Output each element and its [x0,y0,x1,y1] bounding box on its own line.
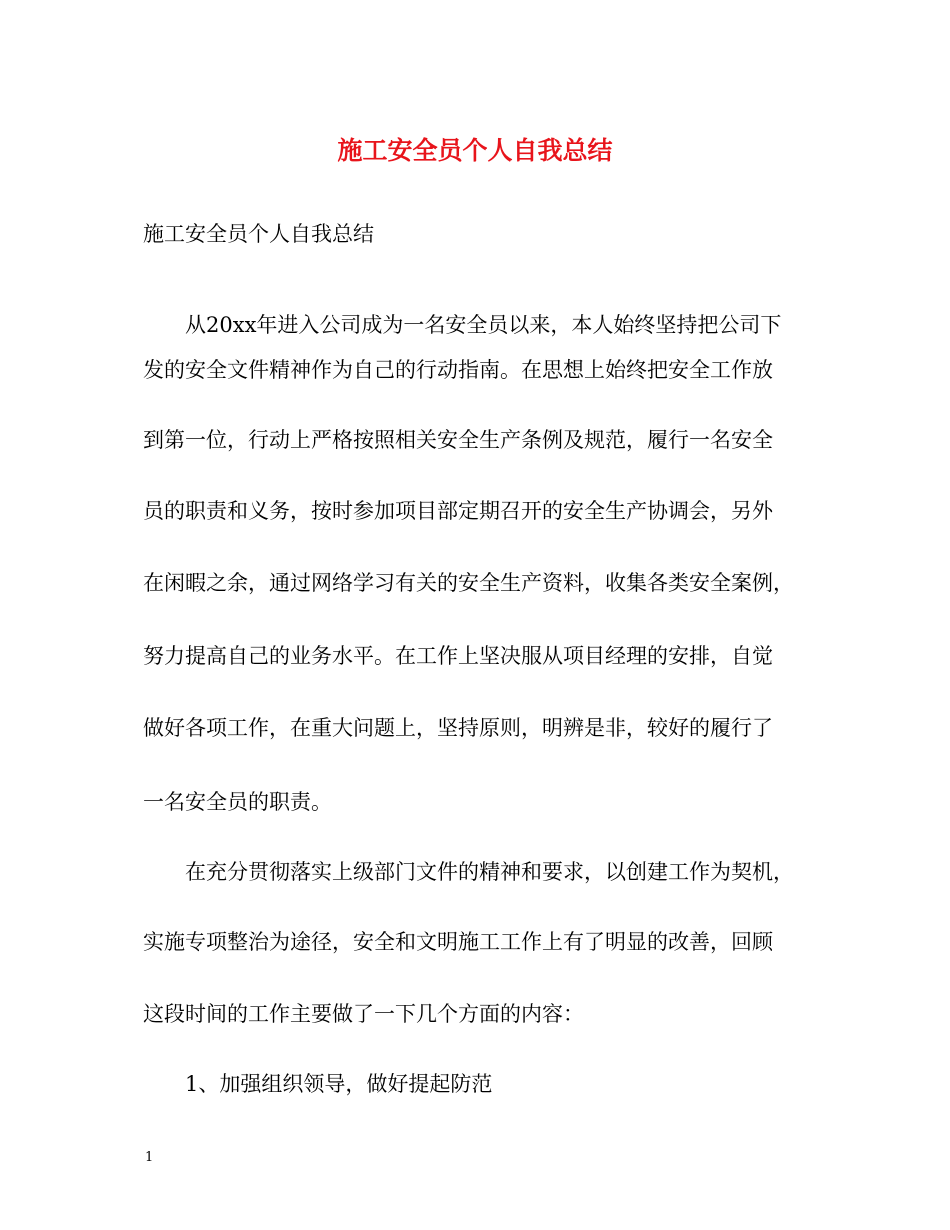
body-line: 从20xx年进入公司成为一名安全员以来，本人始终坚持把公司下 [185,313,782,337]
body-line: 发的安全文件精神作为自己的行动指南。在思想上始终把安全工作放 [143,358,773,382]
body-line: 这段时间的工作主要做了一下几个方面的内容： [143,1002,584,1026]
document-title: 施工安全员个人自我总结 [337,136,613,165]
body-line: 努力提高自己的业务水平。在工作上坚决服从项目经理的安排，自觉 [143,644,773,668]
body-line: 在闲暇之余，通过网络学习有关的安全生产资料，收集各类安全案例， [143,571,794,595]
document-subtitle: 施工安全员个人自我总结 [143,222,374,246]
page-number: 1 [145,1150,154,1165]
body-line: 一名安全员的职责。 [143,790,332,814]
body-line: 做好各项工作，在重大问题上，坚持原则，明辨是非，较好的履行了 [143,716,773,740]
body-line: 在充分贯彻落实上级部门文件的精神和要求，以创建工作为契机， [185,860,794,884]
body-line: 员的职责和义务，按时参加项目部定期召开的安全生产协调会，另外 [143,499,773,523]
section-heading: 1、加强组织领导，做好提起防范 [185,1072,493,1096]
body-line: 到第一位，行动上严格按照相关安全生产条例及规范，履行一名安全 [143,428,773,452]
body-line: 实施专项整治为途径，安全和文明施工工作上有了明显的改善，回顾 [143,930,773,954]
